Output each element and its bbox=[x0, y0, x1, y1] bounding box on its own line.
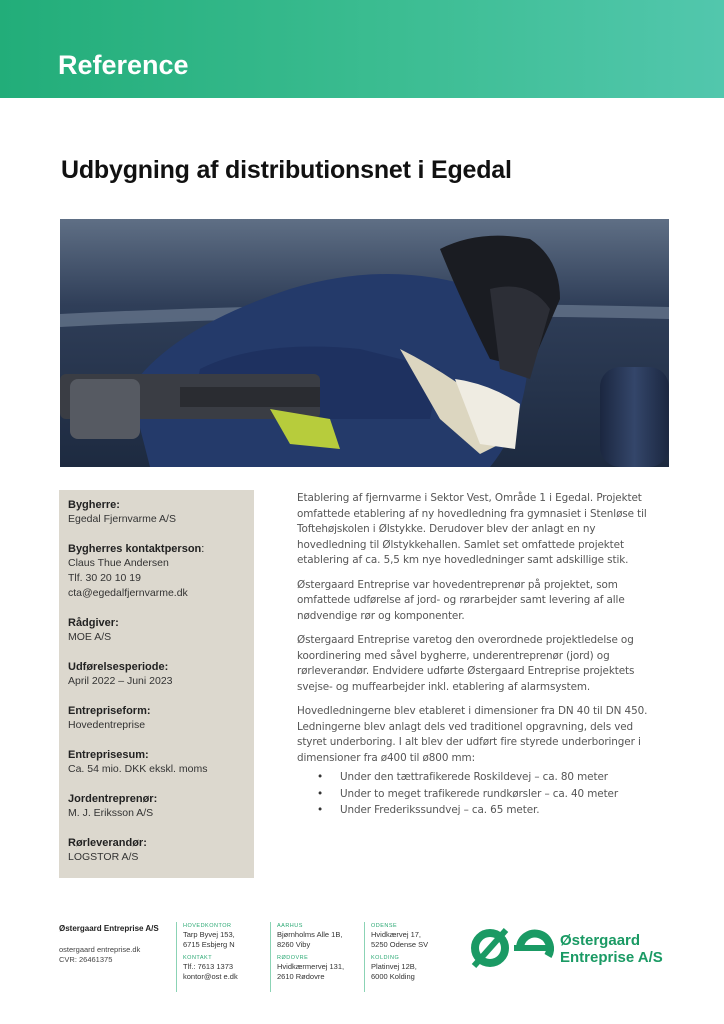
office-address: Tarp Byvej 153, bbox=[183, 930, 235, 939]
fact-label: Udførelsesperiode: bbox=[68, 661, 169, 673]
fact-label-colon: : bbox=[201, 543, 205, 555]
office-heading: ODENSE bbox=[371, 923, 398, 929]
fact-value: Hovedentreprise bbox=[68, 719, 146, 731]
fact-bygherre bbox=[68, 498, 246, 527]
office-city: 6000 Kolding bbox=[371, 971, 415, 981]
paragraph: Østergaard Entreprise varetog den overordnede projektledelse og koordinering med såvel bygherre, underentreprenør (jord) og rørleverandør. Endvidere udførte Østergaard Entreprise projektets svejse- og muffearbejder inkl. etablering af alarmsystem. bbox=[297, 634, 635, 693]
project-facts-panel bbox=[59, 490, 254, 878]
office-city: 6715 Esbjerg N bbox=[183, 939, 235, 949]
logo-line-2: Entreprise A/S bbox=[560, 949, 663, 966]
project-description bbox=[297, 491, 657, 820]
fact-label: Rørleverandør: bbox=[68, 837, 147, 849]
fact-value: M. J. Eriksson A/S bbox=[68, 807, 154, 819]
page-title: Udbygning af distributionsnet i Egedal bbox=[61, 156, 512, 184]
fact-roerleverandoer bbox=[68, 836, 246, 865]
fact-kontaktperson bbox=[68, 542, 246, 601]
fact-value: April 2022 – Juni 2023 bbox=[68, 675, 173, 687]
footer-office-odense bbox=[364, 922, 456, 992]
office-heading: AARHUS bbox=[277, 923, 303, 929]
office-address: Hvidkærmervej 131, bbox=[277, 962, 345, 971]
fact-jordentreprenoer bbox=[68, 792, 246, 821]
paragraph: Østergaard Entreprise var hovedentreprenør på projektet, som omfattede udførelse af jord- og rørarbejder samt levering af alle nødvendige rør og komponenter. bbox=[297, 578, 625, 622]
office-heading: KOLDING bbox=[371, 955, 400, 961]
logo-line-1: Østergaard bbox=[560, 932, 641, 949]
footer-web: ostergaard entreprise.dk bbox=[59, 945, 141, 954]
fact-label-text: Bygherres kontaktperson bbox=[68, 543, 202, 555]
footer-office-esbjerg bbox=[176, 922, 268, 992]
office-city: 5250 Odense SV bbox=[371, 939, 429, 949]
fact-value: Egedal Fjernvarme A/S bbox=[68, 513, 176, 525]
fact-value: Ca. 54 mio. DKK ekskl. moms bbox=[68, 763, 208, 775]
banner-title: Reference bbox=[58, 50, 189, 80]
company-logo bbox=[470, 922, 690, 974]
footer-cvr: CVR: 26461375 bbox=[59, 955, 113, 964]
office-phone: Tlf.: 7613 1373 bbox=[183, 962, 234, 971]
fact-value: LOGSTOR A/S bbox=[68, 851, 139, 863]
bullet-item: • Under den tættrafikerede Roskildevej – ca. 80 meter bbox=[297, 770, 657, 786]
fact-raadgiver bbox=[68, 616, 246, 645]
bullet-item: • Under Frederikssundvej – ca. 65 meter. bbox=[297, 803, 657, 819]
fact-label: Rådgiver: bbox=[68, 617, 119, 629]
office-address: Hvidkærvej 17, bbox=[371, 930, 422, 939]
fact-label: Entreprisesum: bbox=[68, 749, 149, 761]
logo-wordmark bbox=[560, 932, 663, 966]
header-banner bbox=[0, 0, 724, 98]
office-city: 8260 Viby bbox=[277, 939, 311, 949]
fact-value: MOE A/S bbox=[68, 631, 112, 643]
fact-label: Jordentreprenør: bbox=[68, 793, 158, 805]
paragraph: Hovedledningerne blev etableret i dimensioner fra DN 40 til DN 450. Ledningerne blev anlagt dels ved traditionel opgravning, dels ved styret underboring. I alt blev der udført fire styrede underboringer i dimensioner fra ø400 til ø800 mm: bbox=[297, 705, 648, 764]
office-heading: KONTAKT bbox=[183, 955, 213, 961]
fact-entreprisesum bbox=[68, 748, 246, 777]
bullet-list bbox=[297, 770, 657, 819]
welder-photo bbox=[60, 219, 669, 467]
fact-label: Entrepriseform: bbox=[68, 705, 151, 717]
contact-name: Claus Thue Andersen bbox=[68, 557, 169, 569]
contact-phone: Tlf. 30 20 10 19 bbox=[68, 572, 141, 584]
footer bbox=[0, 922, 724, 1002]
paragraph: Etablering af fjernvarme i Sektor Vest, Område 1 i Egedal. Projektet omfattede etablering af ny hovedledning fra gymnasiet i Stenløse til Toftehøjskolen i Ølstykke. Derudover blev der anlagt en ny hovedledning til Ølstykkehallen. Samlet set omfattede projektet etablering af ca. 5,5 km nye hovedledninger samt adskillige stik. bbox=[297, 492, 647, 566]
office-address: Bjørnholms Alle 1B, bbox=[277, 930, 343, 939]
contact-email: cta@egedalfjernvarme.dk bbox=[68, 587, 188, 599]
fact-label bbox=[68, 542, 246, 556]
logo-mark-icon bbox=[470, 922, 554, 974]
bullet-item: • Under to meget trafikerede rundkørsler – ca. 40 meter bbox=[297, 787, 657, 803]
office-heading: HOVEDKONTOR bbox=[183, 923, 232, 929]
office-city: 2610 Rødovre bbox=[277, 971, 325, 981]
fact-label: Bygherre: bbox=[68, 499, 120, 511]
office-heading: RØDOVRE bbox=[277, 955, 309, 961]
footer-company: Østergaard Entreprise A/S bbox=[59, 924, 159, 933]
office-email: kontor@ost e.dk bbox=[183, 971, 238, 981]
office-address: Platinvej 12B, bbox=[371, 962, 417, 971]
footer-office-aarhus bbox=[270, 922, 362, 992]
fact-entrepriseform bbox=[68, 704, 246, 733]
fact-periode bbox=[68, 660, 246, 689]
